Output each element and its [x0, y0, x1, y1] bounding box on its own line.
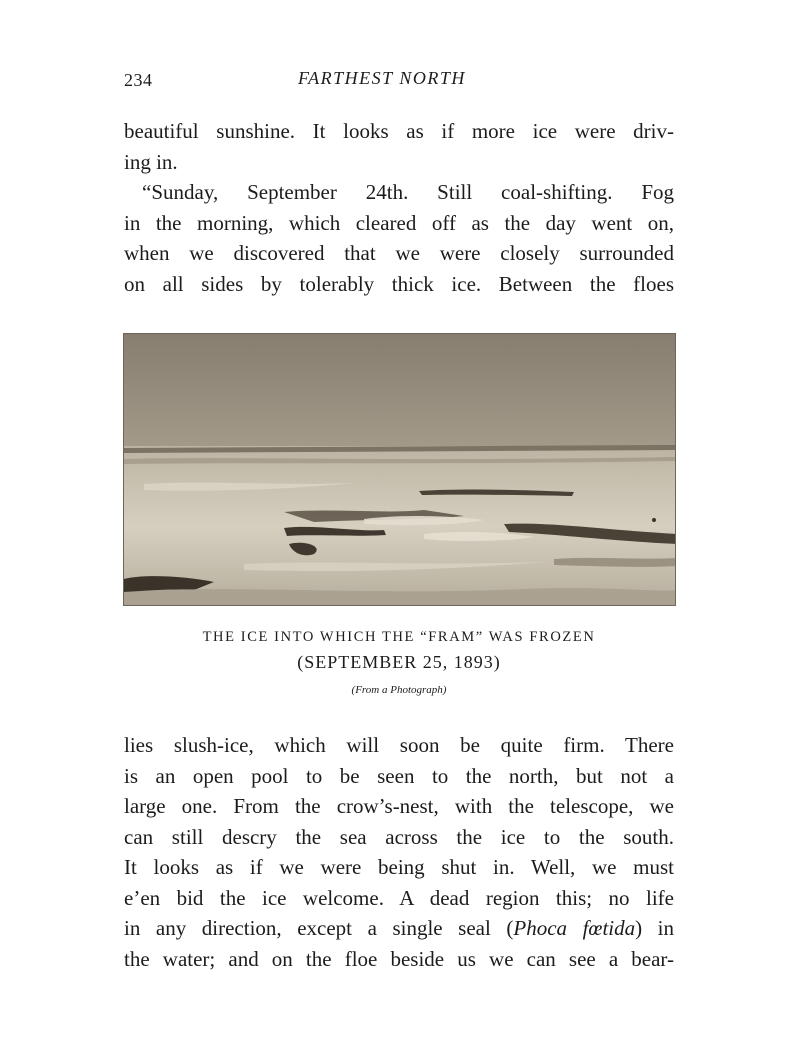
- text-fragment: ) in: [635, 916, 674, 940]
- text-line: is an open pool to be seen to the north, but not a: [124, 763, 674, 788]
- text-fragment: in any direction, except a single seal (: [124, 916, 514, 940]
- text-block-top: [124, 116, 674, 299]
- page-number: 234: [124, 70, 153, 90]
- text-line: “Sunday, September 24th. Still coal-shifting. Fog: [142, 180, 674, 204]
- text-line: e’en bid the ice welcome. A dead region this; no life: [124, 885, 674, 910]
- ice-photograph-image: [124, 334, 676, 606]
- figure-credit: (From a Photograph): [351, 684, 447, 696]
- text-line: can still descry the sea across the ice to the south.: [124, 824, 674, 849]
- ice-photograph: [123, 333, 676, 606]
- text-line: when we discovered that we were closely surrounded: [124, 241, 674, 265]
- text-line: large one. From the crow’s-nest, with the telescope, we: [124, 794, 674, 818]
- species-name: Phoca fœtida: [513, 916, 636, 940]
- text-line: beautiful sunshine. It looks as if more ice were driv-: [124, 119, 674, 143]
- text-line: lies slush-ice, which will soon be quite firm. There: [124, 733, 674, 757]
- text-line: ing in.: [124, 149, 178, 174]
- figure-caption: THE ICE INTO WHICH THE “FRAM” WAS FROZEN: [202, 629, 596, 645]
- running-title: FARTHEST NORTH: [298, 68, 466, 88]
- text-line: It looks as if we were being shut in. Well, we must: [124, 855, 674, 879]
- text-line: the water; and on the floe beside us we can see a bear-: [124, 946, 674, 971]
- text-line: [124, 913, 674, 944]
- text-block-bottom: [124, 730, 674, 974]
- figure-caption-date: (SEPTEMBER 25, 1893): [297, 652, 501, 672]
- text-line: in the morning, which cleared off as the day went on,: [124, 210, 674, 235]
- text-line: on all sides by tolerably thick ice. Between the floes: [124, 271, 674, 296]
- sky: [124, 334, 676, 452]
